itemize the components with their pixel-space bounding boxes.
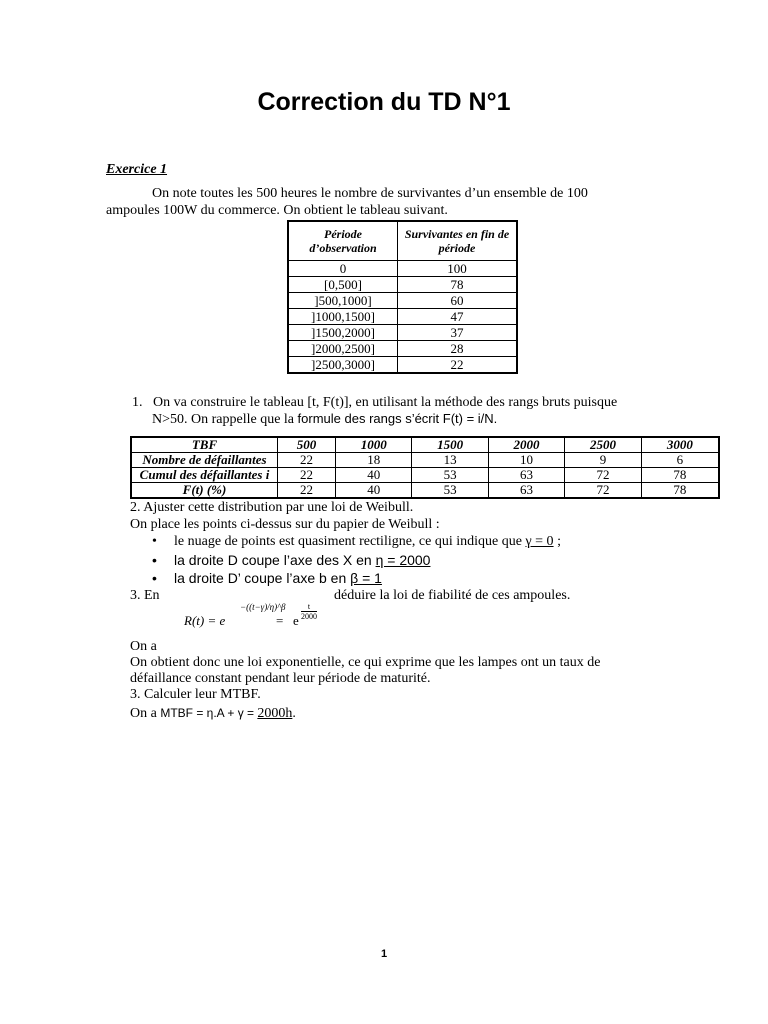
period-cell: 0	[288, 261, 398, 277]
table-row	[288, 309, 517, 325]
header-cell: 2000	[488, 437, 564, 453]
intro-line-1: On note toutes les 500 heures le nombre de survivantes d’un ensemble de 100	[152, 186, 588, 201]
table-cell: 10	[488, 453, 564, 468]
table-row	[288, 261, 517, 277]
header-survivors: Survivantes en fin de période	[398, 221, 518, 261]
header-cell: 2500	[565, 437, 641, 453]
table-cell: 72	[565, 483, 641, 499]
question-1-text-2b: formule des rangs s’écrit F(t) = i/N.	[297, 411, 498, 426]
bullet-icon: •	[152, 534, 157, 549]
table-cell: 22	[278, 468, 336, 483]
table-cell: 63	[488, 483, 564, 499]
table-cell: 72	[565, 468, 641, 483]
question-1-text-2a: N>50. On rappelle que la	[152, 412, 298, 427]
table-cell: 40	[336, 483, 412, 499]
exercise-heading: Exercice 1	[106, 162, 168, 177]
question-1-text: On va construire le tableau [t, F(t)], en utilisant la méthode des rangs bruts puisque	[153, 395, 618, 410]
survivors-cell: 22	[398, 357, 518, 374]
table-cell: 53	[412, 483, 488, 499]
header-period: Période d’observation	[288, 221, 398, 261]
header-cell: 1500	[412, 437, 488, 453]
table-cell: 22	[278, 483, 336, 499]
period-cell: ]500,1000]	[288, 293, 398, 309]
bullet-value: γ = 0	[525, 534, 554, 549]
row-label: Cumul des défaillantes i	[131, 468, 278, 483]
page-number: 1	[380, 948, 388, 960]
question-2-intro: On place les points ci-dessus sur du papier de Weibull :	[130, 517, 440, 532]
survivors-cell: 28	[398, 341, 518, 357]
table-cell: 6	[641, 453, 719, 468]
mtbf-prefix: On a	[130, 706, 161, 721]
mtbf-formula: MTBF = η.A + γ =	[160, 706, 258, 720]
reliability-formula	[184, 600, 344, 640]
question-3-text: déduire la loi de fiabilité de ces ampoules.	[334, 588, 571, 603]
formula-fraction	[301, 602, 317, 621]
period-cell: ]1500,2000]	[288, 325, 398, 341]
bullet-text: le nuage de points est quasiment rectiligne, ce qui indique que	[174, 534, 526, 549]
survivors-cell: 100	[398, 261, 518, 277]
bullet-text: la droite D coupe l’axe des X en	[174, 552, 376, 568]
bullet-value: β = 1	[350, 570, 382, 586]
survivors-table	[287, 220, 518, 374]
formula-equals: =	[276, 613, 284, 628]
table-row	[131, 483, 719, 499]
survivors-cell: 47	[398, 309, 518, 325]
table-row	[288, 277, 517, 293]
header-cell: 500	[278, 437, 336, 453]
bullet-text: la droite D’ coupe l’axe b en	[174, 570, 351, 586]
table-row	[288, 341, 517, 357]
bullet-suffix: ;	[553, 534, 561, 549]
table-row	[131, 468, 719, 483]
survivors-cell: 37	[398, 325, 518, 341]
table-header-row	[288, 221, 517, 261]
failure-table	[130, 436, 720, 499]
intro-line-2: ampoules 100W du commerce. On obtient le tableau suivant.	[106, 203, 448, 218]
fraction-denominator: 2000	[301, 612, 317, 621]
mtbf-suffix: .	[292, 706, 296, 721]
bullet-value: η = 2000	[375, 552, 431, 568]
mtbf-value: 2000h	[257, 706, 293, 721]
table-row	[288, 293, 517, 309]
table-row	[288, 325, 517, 341]
header-cell: 3000	[641, 437, 719, 453]
table-cell: 40	[336, 468, 412, 483]
period-cell: ]1000,1500]	[288, 309, 398, 325]
table-cell: 13	[412, 453, 488, 468]
survivors-cell: 78	[398, 277, 518, 293]
on-a-line: On a	[130, 639, 157, 654]
table-row	[288, 357, 517, 374]
table-cell: 78	[641, 468, 719, 483]
table-cell: 63	[488, 468, 564, 483]
period-cell: ]2500,3000]	[288, 357, 398, 374]
bullet-icon: •	[152, 570, 157, 586]
period-cell: ]2000,2500]	[288, 341, 398, 357]
row-label: F(t) (%)	[131, 483, 278, 499]
header-tbf: TBF	[131, 437, 278, 453]
mtbf-line	[130, 705, 296, 722]
table-cell: 18	[336, 453, 412, 468]
question-1-line-2	[152, 411, 497, 428]
formula-e: e	[293, 613, 299, 628]
table-header-row	[131, 437, 719, 453]
period-cell: [0,500]	[288, 277, 398, 293]
survivors-cell: 60	[398, 293, 518, 309]
question-1-number: 1.	[132, 395, 143, 410]
page-title: Correction du TD N°1	[257, 88, 511, 116]
header-cell: 1000	[336, 437, 412, 453]
table-cell: 53	[412, 468, 488, 483]
table-cell: 9	[565, 453, 641, 468]
question-2-title: 2. Ajuster cette distribution par une loi de Weibull.	[130, 500, 414, 515]
bullet-icon: •	[152, 552, 157, 568]
question-1-line-1	[132, 395, 617, 411]
table-cell: 22	[278, 453, 336, 468]
question-3-prefix: 3. En	[130, 588, 160, 603]
conclusion-line-2: défaillance constant pendant leur période de maturité.	[130, 671, 431, 686]
formula-left: R(t) = e	[184, 613, 226, 628]
question-3-mtbf: 3. Calculer leur MTBF.	[130, 687, 261, 702]
formula-exponent: −((t−γ)/η)^β	[240, 602, 286, 612]
conclusion-line-1: On obtient donc une loi exponentielle, ce qui exprime que les lampes ont un taux de	[130, 655, 601, 670]
table-row	[131, 453, 719, 468]
row-label: Nombre de défaillantes	[131, 453, 278, 468]
table-cell: 78	[641, 483, 719, 499]
fraction-numerator: t	[301, 602, 317, 612]
